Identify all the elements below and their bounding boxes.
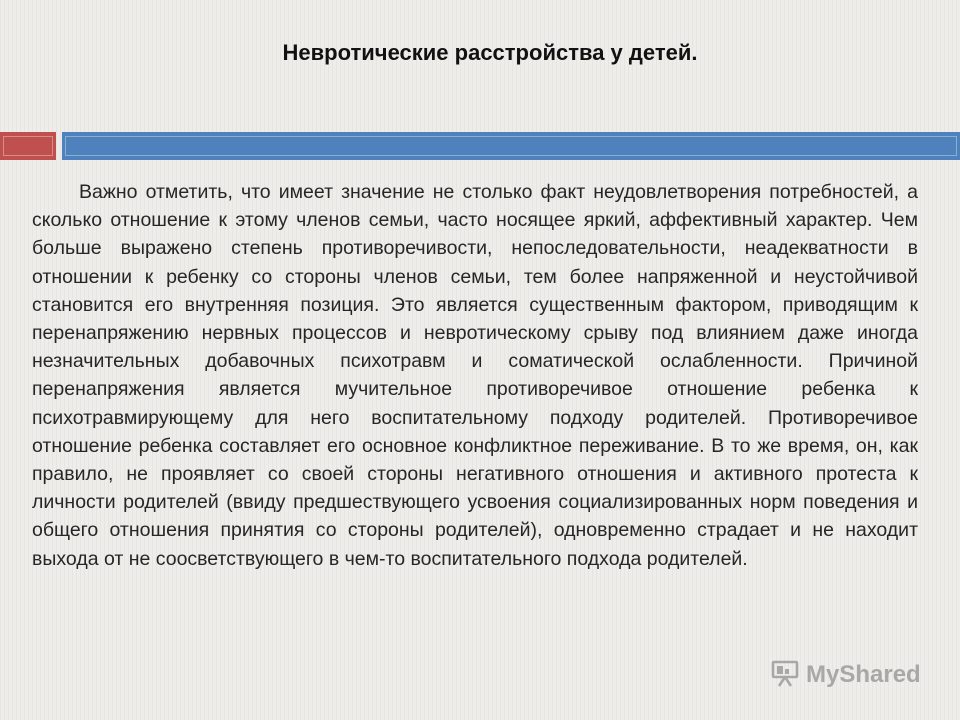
watermark-text: MyShared [806,661,921,688]
accent-bar-red [0,132,56,160]
slide-body-paragraph: Важно отметить, что имеет значение не столько факт неудовлетворения потребностей, а сколько отношение к этому членов семьи, часто носящее яркий, аффективный характер. Чем больше выражено степень противоречивости, непоследовательности, неадекватности в отношении к ребенку со стороны членов семьи, тем более напряженной и неустойчивой становится его внутренняя позиция. Это является существенным фактором, приводящим к перенапряжению нервных процессов и невротическому срыву под влиянием даже иногда незначительных добавочных психотравм и соматической ослабленности. Причиной перенапряжения является мучительное противоречивое отношение ребенка к психотравмирующему для него воспитательному подходу родителей. Противоречивое отношение ребенка составляет его основное конфликтное переживание. В то же время, он, как правило, не проявляет со своей стороны негативного отношения и активного протеста к личности родителей (ввиду предшествующего усвоения социализированных норм поведения и общего отношения принятия со стороны родителей), одновременно страдает и не находит выхода от не соосветствующего в чем-то воспитательного подхода родителей. [32,181,918,570]
myshared-watermark [770,658,921,692]
accent-bar-blue [62,132,960,160]
presentation-board-icon [770,658,800,693]
slide-title: Невротические расстройства у детей. [282,40,698,65]
